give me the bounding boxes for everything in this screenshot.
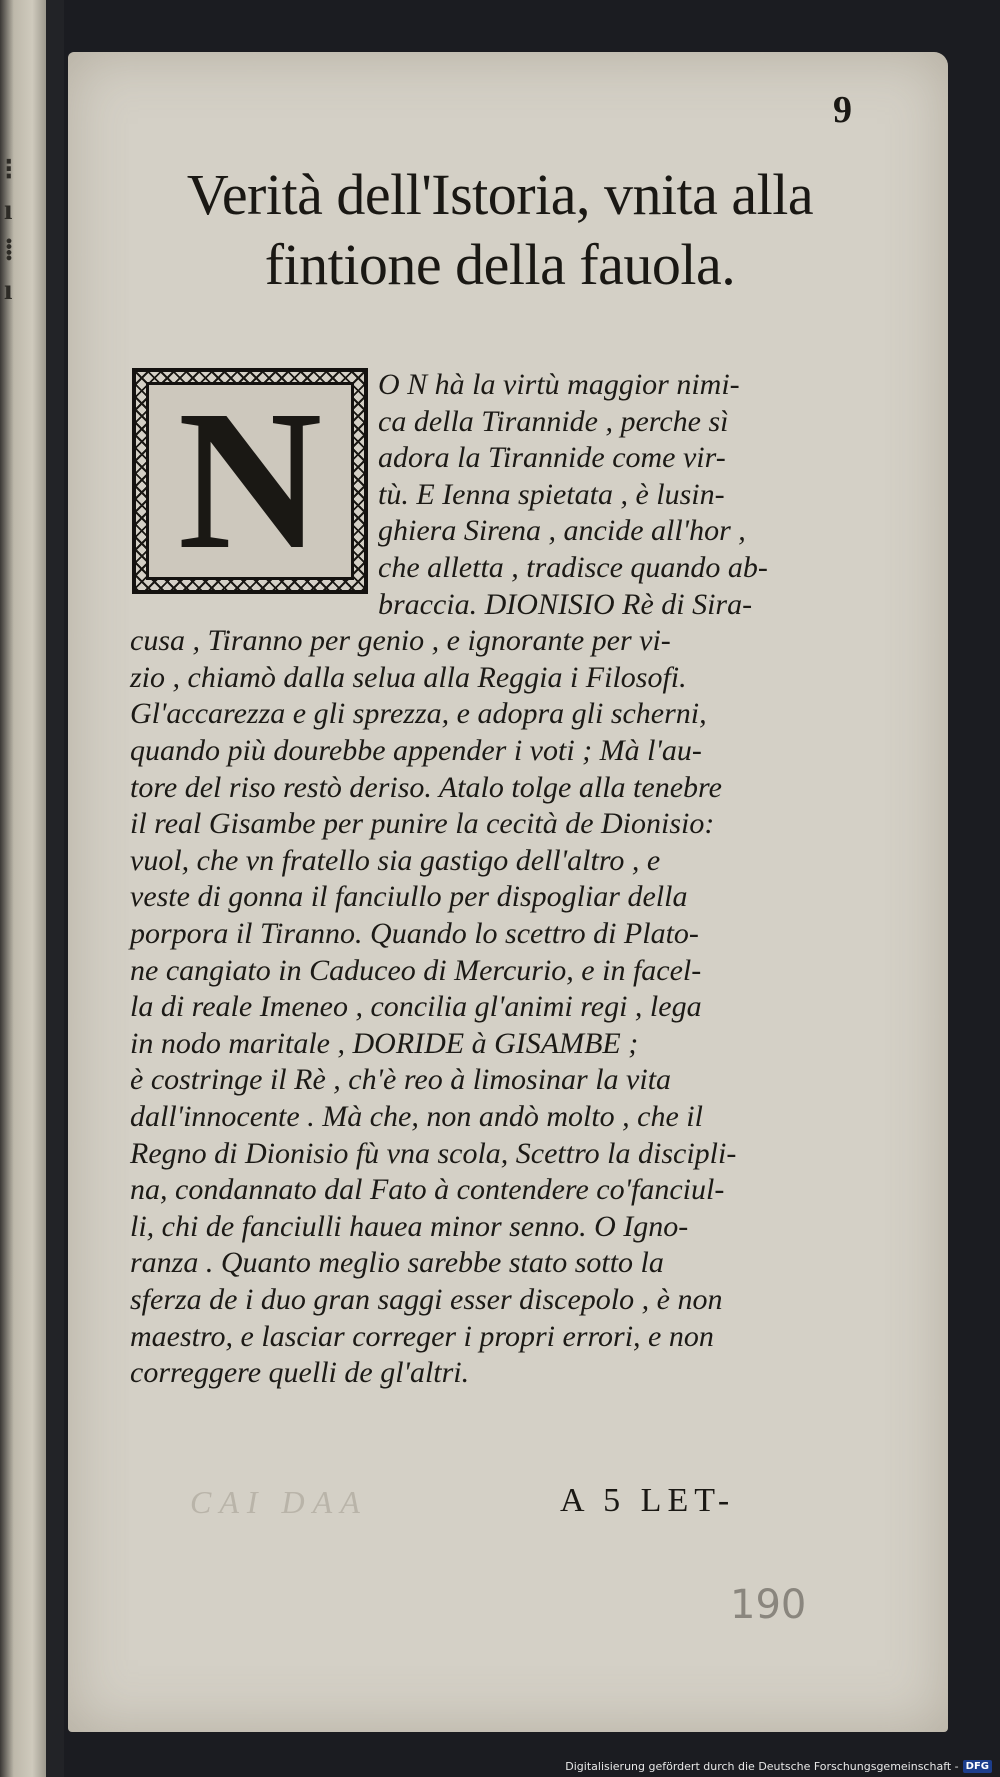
catchword: A 5 LET- [560, 1482, 736, 1519]
body-line: na, condannato dal Fato à contendere co'fanciul- [130, 1173, 725, 1207]
body-line: O N hà la virtù maggior nimi- [378, 368, 740, 401]
body-line: zio , chiamò dalla selua alla Reggia i Filosofi. [130, 660, 687, 694]
body-line: li, chi de fanciulli hauea minor senno. O Igno- [130, 1209, 689, 1243]
body-line: ca della Tirannide , perche sì [378, 404, 729, 438]
body-line: sferza de i duo gran saggi esser discepolo , è non [130, 1283, 723, 1316]
footer-text: Digitalisierung gefördert durch die Deutsche Forschungsgemeinschaft - [565, 1760, 959, 1773]
body-line: la di reale Imeneo , concilia gl'animi regi , lega [130, 990, 702, 1024]
body-line: Regno di Dionisio fù vna scola, Scettro la discipli- [130, 1136, 737, 1170]
digitization-footer [565, 1760, 992, 1773]
body-line: dall'innocente . Mà che, non andò molto , che il [130, 1100, 703, 1133]
gutter [46, 0, 64, 1777]
body-line: in nodo maritale , DORIDE à GISAMBE ; [130, 1026, 639, 1060]
page-title [140, 160, 860, 300]
body-line: cusa , Tiranno per genio , e ignorante per vi- [130, 624, 671, 658]
body-line: tù. E Ienna spietata , è lusin- [378, 477, 725, 511]
body-line: vuol, che vn fratello sia gastigo dell'altro , e [130, 843, 661, 877]
title-line-2: fintione della fauola. [264, 232, 736, 297]
initial-frame [146, 370, 354, 591]
body-line: tore del riso restò deriso. Atalo tolge alla tenebre [130, 770, 722, 804]
page-number: 9 [833, 89, 852, 131]
faint-bleed-through-text: CAI DAA [190, 1484, 368, 1520]
previous-page-edge [0, 0, 46, 1777]
body-line: è costringe il Rè , ch'è reo à limosinar la vita [130, 1063, 672, 1097]
initial-letter: N [177, 370, 323, 591]
body-line: braccia. DIONISIO Rè di Sira- [378, 587, 753, 621]
bleed-through-marks: ⁝ ı ⁞ ı [4, 153, 14, 306]
body-line: ghiera Sirena , ancide all'hor , [378, 514, 746, 548]
body-line: veste di gonna il fanciullo per dispogliar della [130, 880, 688, 914]
decorated-initial [132, 368, 368, 594]
body-line: Gl'accarezza e gli sprezza, e adopra gli scherni, [130, 697, 707, 731]
body-line: adora la Tirannide come vir- [378, 441, 726, 475]
body-line: quando più dourebbe appender i voti ; Mà l'au- [130, 734, 702, 767]
dfg-logo: DFG [963, 1760, 992, 1773]
body-line: maestro, e lasciar correger i propri errori, e non [130, 1319, 714, 1353]
body-line: che alletta , tradisce quando ab- [378, 551, 768, 584]
body-line: ranza . Quanto meglio sarebbe stato sotto la [130, 1246, 664, 1280]
title-line-1: Verità dell'Istoria, vnita alla [186, 162, 814, 227]
pencil-annotation: 190 [730, 1582, 807, 1628]
body-line: il real Gisambe per punire la cecità de Dionisio: [130, 807, 715, 841]
body-line: correggere quelli de gl'altri. [130, 1356, 470, 1390]
body-line: porpora il Tiranno. Quando lo scettro di Plato- [130, 917, 699, 950]
body-line: ne cangiato in Caduceo di Mercurio, e in facel- [130, 953, 702, 987]
